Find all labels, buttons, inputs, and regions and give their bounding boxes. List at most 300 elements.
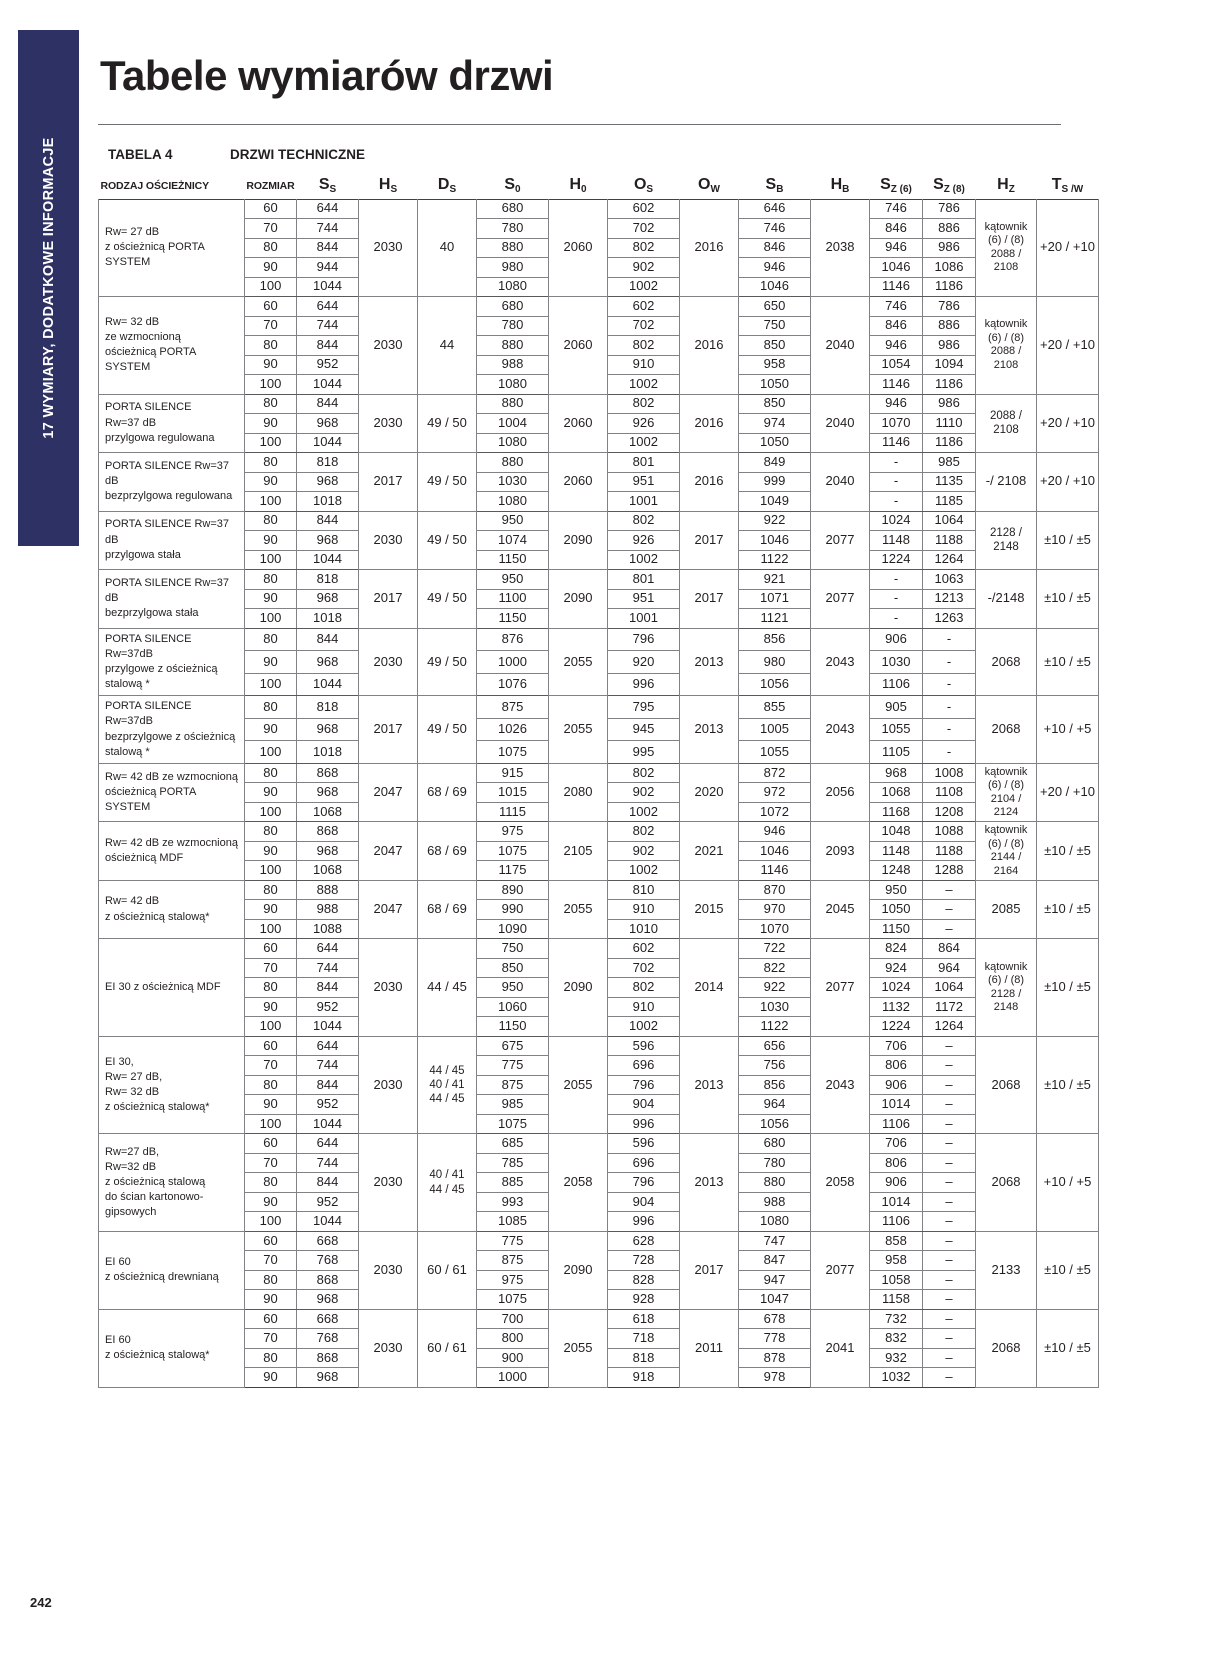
cell-Sz6: 1106 xyxy=(870,673,923,696)
cell-S0: 1074 xyxy=(477,531,549,551)
cell-size: 70 xyxy=(245,219,297,239)
cell-Sb: 1050 xyxy=(739,375,811,395)
cell-Sb: 1070 xyxy=(739,919,811,939)
cell-S0: 1090 xyxy=(477,919,549,939)
cell-Ss: 968 xyxy=(297,1368,359,1388)
cell-Sz6: 1224 xyxy=(870,550,923,570)
cell-Tsw: ±10 / ±5 xyxy=(1037,628,1099,696)
cell-Hb: 2077 xyxy=(811,1231,870,1309)
cell-Ss: 644 xyxy=(297,1036,359,1056)
cell-S0: 875 xyxy=(477,1075,549,1095)
cell-Os: 796 xyxy=(608,1075,680,1095)
col-header-Ss: $S_S$ xyxy=(318,175,337,195)
cell-Sz6: 1106 xyxy=(870,1212,923,1232)
cell-Sz6: 950 xyxy=(870,880,923,900)
cell-Sb: 946 xyxy=(739,258,811,278)
cell-Sz6: 746 xyxy=(870,297,923,317)
cell-Hz: 2085 xyxy=(976,880,1037,939)
cell-Ds: 60 / 61 xyxy=(418,1231,477,1309)
cell-Sb: 847 xyxy=(739,1251,811,1271)
cell-Ss: 844 xyxy=(297,394,359,414)
cell-Ss: 668 xyxy=(297,1231,359,1251)
cell-size: 100 xyxy=(245,861,297,881)
cell-Ss: 968 xyxy=(297,718,359,741)
table-row xyxy=(99,822,1099,842)
cell-Hb: 2038 xyxy=(811,199,870,297)
cell-Hz: -/ 2108 xyxy=(976,453,1037,512)
cell-Ds: 49 / 50 xyxy=(418,453,477,512)
cell-Ss: 868 xyxy=(297,763,359,783)
cell-S0: 780 xyxy=(477,219,549,239)
cell-Hs: 2030 xyxy=(359,1231,418,1309)
cell-Os: 926 xyxy=(608,414,680,434)
cell-Sz8: 1208 xyxy=(923,802,976,822)
frame-type-cell: EI 30, Rw= 27 dB, Rw= 32 dB z ościeżnicą stalową* xyxy=(99,1036,245,1134)
cell-Os: 904 xyxy=(608,1192,680,1212)
cell-Sz8: 1263 xyxy=(923,609,976,629)
cell-S0: 880 xyxy=(477,336,549,356)
cell-S0: 1115 xyxy=(477,802,549,822)
cell-Hs: 2047 xyxy=(359,763,418,822)
cell-Sz6: 1146 xyxy=(870,433,923,453)
cell-Sb: 880 xyxy=(739,1173,811,1193)
cell-Sb: 1146 xyxy=(739,861,811,881)
cell-S0: 680 xyxy=(477,199,549,219)
cell-size: 60 xyxy=(245,1231,297,1251)
col-header-Ow: $O_W$ xyxy=(698,175,720,195)
cell-Sz6: - xyxy=(870,589,923,609)
cell-H0: 2090 xyxy=(549,1231,608,1309)
cell-Ss: 844 xyxy=(297,1075,359,1095)
cell-Os: 996 xyxy=(608,673,680,696)
cell-Ss: 744 xyxy=(297,219,359,239)
cell-Hs: 2047 xyxy=(359,822,418,881)
cell-Sz8: - xyxy=(923,651,976,674)
cell-Sb: 1049 xyxy=(739,492,811,512)
cell-Sb: 680 xyxy=(739,1134,811,1154)
cell-Sb: 999 xyxy=(739,472,811,492)
cell-Ds: 49 / 50 xyxy=(418,511,477,570)
cell-Sz6: 824 xyxy=(870,939,923,959)
cell-Hs: 2017 xyxy=(359,696,418,764)
cell-Sz8: 886 xyxy=(923,316,976,336)
cell-Hz: 2068 xyxy=(976,1134,1037,1232)
cell-size: 70 xyxy=(245,1329,297,1349)
cell-size: 100 xyxy=(245,673,297,696)
cell-size: 100 xyxy=(245,741,297,764)
cell-S0: 850 xyxy=(477,958,549,978)
cell-Sz6: - xyxy=(870,453,923,473)
cell-Sz8: 1213 xyxy=(923,589,976,609)
cell-Os: 926 xyxy=(608,531,680,551)
cell-Sz6: 1148 xyxy=(870,531,923,551)
cell-size: 80 xyxy=(245,822,297,842)
cell-Hz: 2128 / 2148 xyxy=(976,511,1037,570)
cell-Hz: 2133 xyxy=(976,1231,1037,1309)
cell-S0: 1015 xyxy=(477,783,549,803)
cell-Os: 801 xyxy=(608,453,680,473)
cell-Sz6: 746 xyxy=(870,199,923,219)
cell-Tsw: +10 / +5 xyxy=(1037,696,1099,764)
cell-Sz6: 1048 xyxy=(870,822,923,842)
cell-Sz8: 1188 xyxy=(923,531,976,551)
cell-Sz6: 846 xyxy=(870,316,923,336)
cell-H0: 2060 xyxy=(549,453,608,512)
cell-Sz8: 1186 xyxy=(923,375,976,395)
cell-Sb: 1047 xyxy=(739,1290,811,1310)
cell-S0: 1100 xyxy=(477,589,549,609)
cell-Os: 702 xyxy=(608,219,680,239)
cell-S0: 775 xyxy=(477,1231,549,1251)
cell-S0: 750 xyxy=(477,939,549,959)
cell-Sz6: 958 xyxy=(870,1251,923,1271)
cell-Os: 1002 xyxy=(608,277,680,297)
cell-Sz6: 946 xyxy=(870,238,923,258)
cell-Os: 910 xyxy=(608,997,680,1017)
cell-Ss: 844 xyxy=(297,336,359,356)
cell-Sz8: 1063 xyxy=(923,570,976,590)
cell-Ss: 968 xyxy=(297,783,359,803)
cell-S0: 980 xyxy=(477,258,549,278)
frame-type-cell: PORTA SILENCE Rw=37dB przylgowe z ościeżnicą stalową * xyxy=(99,628,245,696)
cell-Ss: 888 xyxy=(297,880,359,900)
cell-size: 90 xyxy=(245,718,297,741)
cell-Os: 902 xyxy=(608,841,680,861)
cell-Sz6: 1158 xyxy=(870,1290,923,1310)
cell-S0: 1026 xyxy=(477,718,549,741)
cell-Sb: 656 xyxy=(739,1036,811,1056)
cell-Tsw: ±10 / ±5 xyxy=(1037,822,1099,881)
cell-H0: 2060 xyxy=(549,394,608,453)
cell-S0: 1075 xyxy=(477,1290,549,1310)
cell-Ss: 1044 xyxy=(297,550,359,570)
cell-size: 100 xyxy=(245,550,297,570)
frame-type-cell: EI 60 z ościeżnicą stalową* xyxy=(99,1309,245,1387)
cell-Os: 904 xyxy=(608,1095,680,1115)
cell-Ss: 1068 xyxy=(297,802,359,822)
cell-Ss: 644 xyxy=(297,939,359,959)
cell-Os: 602 xyxy=(608,939,680,959)
cell-Ss: 1018 xyxy=(297,609,359,629)
cell-S0: 990 xyxy=(477,900,549,920)
cell-Sz8: 1108 xyxy=(923,783,976,803)
cell-Hs: 2030 xyxy=(359,1309,418,1387)
cell-Os: 802 xyxy=(608,763,680,783)
cell-Sz6: 1105 xyxy=(870,741,923,764)
cell-S0: 1080 xyxy=(477,277,549,297)
cell-H0: 2055 xyxy=(549,1036,608,1134)
cell-S0: 1080 xyxy=(477,433,549,453)
frame-type-cell: Rw=27 dB, Rw=32 dB z ościeżnicą stalową do ścian kartonowo- gipsowych xyxy=(99,1134,245,1232)
frame-type-cell: Rw= 27 dB z ościeżnicą PORTA SYSTEM xyxy=(99,199,245,297)
table-row xyxy=(99,1231,1099,1251)
cell-size: 80 xyxy=(245,570,297,590)
cell-Sz8: 1186 xyxy=(923,277,976,297)
cell-Sz6: 906 xyxy=(870,1075,923,1095)
cell-Sz8: 886 xyxy=(923,219,976,239)
cell-size: 60 xyxy=(245,1309,297,1329)
cell-Os: 951 xyxy=(608,472,680,492)
cell-size: 100 xyxy=(245,433,297,453)
cell-S0: 890 xyxy=(477,880,549,900)
cell-Sz8: 1086 xyxy=(923,258,976,278)
cell-S0: 880 xyxy=(477,394,549,414)
cell-Sb: 856 xyxy=(739,1075,811,1095)
table-row xyxy=(99,1036,1099,1056)
cell-Ow: 2016 xyxy=(680,199,739,297)
col-header-Hz: $H_Z$ xyxy=(997,175,1015,195)
cell-size: 90 xyxy=(245,472,297,492)
cell-Sb: 1121 xyxy=(739,609,811,629)
cell-Sb: 872 xyxy=(739,763,811,783)
cell-size: 90 xyxy=(245,841,297,861)
cell-Sz6: 806 xyxy=(870,1056,923,1076)
cell-Sz6: 706 xyxy=(870,1036,923,1056)
cell-S0: 780 xyxy=(477,316,549,336)
cell-size: 80 xyxy=(245,978,297,998)
cell-Sb: 1046 xyxy=(739,531,811,551)
cell-Sz8: 1064 xyxy=(923,978,976,998)
table-row xyxy=(99,199,1099,219)
cell-Ss: 1044 xyxy=(297,1017,359,1037)
cell-Ss: 868 xyxy=(297,822,359,842)
cell-Sb: 849 xyxy=(739,453,811,473)
cell-Ss: 844 xyxy=(297,511,359,531)
cell-Os: 602 xyxy=(608,199,680,219)
cell-S0: 950 xyxy=(477,570,549,590)
cell-Sz8: 985 xyxy=(923,453,976,473)
cell-Ss: 818 xyxy=(297,453,359,473)
table-name: DRZWI TECHNICZNE xyxy=(230,147,365,162)
cell-Sb: 650 xyxy=(739,297,811,317)
col-header-Sz8: $S_{Z (8)}$ xyxy=(933,175,965,195)
cell-Sz6: 732 xyxy=(870,1309,923,1329)
cell-Sz6: 1014 xyxy=(870,1095,923,1115)
cell-Sb: 780 xyxy=(739,1153,811,1173)
cell-Hb: 2041 xyxy=(811,1309,870,1387)
cell-Os: 696 xyxy=(608,1153,680,1173)
cell-Hb: 2077 xyxy=(811,939,870,1037)
table-row xyxy=(99,1134,1099,1154)
cell-S0: 700 xyxy=(477,1309,549,1329)
cell-Ss: 768 xyxy=(297,1329,359,1349)
col-header-size: ROZMIAR xyxy=(246,179,295,192)
cell-Ss: 844 xyxy=(297,238,359,258)
cell-Ss: 744 xyxy=(297,1056,359,1076)
cell-H0: 2060 xyxy=(549,297,608,395)
cell-S0: 1080 xyxy=(477,375,549,395)
cell-H0: 2055 xyxy=(549,628,608,696)
cell-Ss: 844 xyxy=(297,1173,359,1193)
cell-Tsw: ±10 / ±5 xyxy=(1037,511,1099,570)
cell-Sb: 1050 xyxy=(739,433,811,453)
cell-Sb: 1046 xyxy=(739,841,811,861)
cell-Hb: 2040 xyxy=(811,453,870,512)
cell-Hb: 2043 xyxy=(811,696,870,764)
cell-Sb: 947 xyxy=(739,1270,811,1290)
cell-Ow: 2015 xyxy=(680,880,739,939)
cell-size: 90 xyxy=(245,589,297,609)
cell-S0: 875 xyxy=(477,696,549,719)
frame-type-cell: PORTA SILENCE Rw=37 dB przylgowa regulowana xyxy=(99,394,245,453)
cell-Hs: 2030 xyxy=(359,939,418,1037)
cell-H0: 2058 xyxy=(549,1134,608,1232)
cell-Ss: 668 xyxy=(297,1309,359,1329)
cell-Sz6: 1014 xyxy=(870,1192,923,1212)
cell-Sb: 1072 xyxy=(739,802,811,822)
cell-Sb: 870 xyxy=(739,880,811,900)
cell-Hz: -/2148 xyxy=(976,570,1037,629)
cell-Ss: 868 xyxy=(297,1270,359,1290)
cell-Sz6: 1106 xyxy=(870,1114,923,1134)
cell-Ds: 68 / 69 xyxy=(418,822,477,881)
cell-Sz6: 1132 xyxy=(870,997,923,1017)
col-header-Tsw: $T_{S /W}$ xyxy=(1051,175,1084,195)
cell-Tsw: +20 / +10 xyxy=(1037,297,1099,395)
cell-Sz6: 1168 xyxy=(870,802,923,822)
cell-Sz6: - xyxy=(870,609,923,629)
cell-Ds: 68 / 69 xyxy=(418,880,477,939)
cell-Ss: 952 xyxy=(297,1095,359,1115)
cell-Sz6: 1146 xyxy=(870,277,923,297)
cell-Sb: 1122 xyxy=(739,1017,811,1037)
cell-Hz: 2068 xyxy=(976,1309,1037,1387)
cell-Sb: 878 xyxy=(739,1348,811,1368)
cell-size: 90 xyxy=(245,783,297,803)
cell-Sz6: 1054 xyxy=(870,355,923,375)
table-row xyxy=(99,1309,1099,1329)
table-number: TABELA 4 xyxy=(108,147,173,162)
cell-Ow: 2017 xyxy=(680,570,739,629)
title-divider xyxy=(98,124,1061,125)
cell-Hb: 2056 xyxy=(811,763,870,822)
frame-type-cell: Rw= 42 dB z ościeżnicą stalową* xyxy=(99,880,245,939)
cell-S0: 1075 xyxy=(477,741,549,764)
cell-Hb: 2077 xyxy=(811,570,870,629)
cell-Sb: 855 xyxy=(739,696,811,719)
cell-Ss: 644 xyxy=(297,1134,359,1154)
cell-Sz8: 1135 xyxy=(923,472,976,492)
cell-Ds: 44 / 45 40 / 41 44 / 45 xyxy=(418,1036,477,1134)
cell-Sz8: 1185 xyxy=(923,492,976,512)
cell-Ow: 2014 xyxy=(680,939,739,1037)
cell-size: 80 xyxy=(245,336,297,356)
cell-size: 90 xyxy=(245,651,297,674)
cell-Os: 801 xyxy=(608,570,680,590)
cell-Sz6: 1030 xyxy=(870,651,923,674)
cell-Ss: 1044 xyxy=(297,1114,359,1134)
cell-Hs: 2030 xyxy=(359,297,418,395)
cell-size: 80 xyxy=(245,1075,297,1095)
cell-H0: 2080 xyxy=(549,763,608,822)
cell-size: 60 xyxy=(245,199,297,219)
cell-Hs: 2017 xyxy=(359,570,418,629)
cell-size: 90 xyxy=(245,414,297,434)
section-tab xyxy=(18,30,79,546)
cell-Sb: 978 xyxy=(739,1368,811,1388)
door-dimensions-table xyxy=(98,169,1099,1388)
table-header-row xyxy=(99,169,1099,199)
cell-Hz: kątownik (6) / (8) 2088 / 2108 xyxy=(976,199,1037,297)
cell-Sb: 850 xyxy=(739,336,811,356)
cell-Os: 996 xyxy=(608,1114,680,1134)
cell-Sz8: 1264 xyxy=(923,550,976,570)
cell-Tsw: ±10 / ±5 xyxy=(1037,880,1099,939)
cell-Hs: 2030 xyxy=(359,394,418,453)
cell-Tsw: ±10 / ±5 xyxy=(1037,1309,1099,1387)
col-header-Os: $O_S$ xyxy=(633,175,654,195)
cell-size: 80 xyxy=(245,763,297,783)
cell-Sz8: 1064 xyxy=(923,511,976,531)
cell-Sb: 1030 xyxy=(739,997,811,1017)
table-row xyxy=(99,628,1099,651)
cell-Ow: 2017 xyxy=(680,511,739,570)
cell-S0: 1150 xyxy=(477,1017,549,1037)
cell-Ds: 40 / 41 44 / 45 xyxy=(418,1134,477,1232)
cell-Sb: 980 xyxy=(739,651,811,674)
cell-size: 90 xyxy=(245,1290,297,1310)
cell-Ss: 744 xyxy=(297,1153,359,1173)
cell-Ow: 2011 xyxy=(680,1309,739,1387)
cell-Ss: 644 xyxy=(297,199,359,219)
cell-Sb: 1080 xyxy=(739,1212,811,1232)
cell-Ow: 2013 xyxy=(680,628,739,696)
cell-Sz6: 1024 xyxy=(870,978,923,998)
cell-Tsw: +20 / +10 xyxy=(1037,763,1099,822)
cell-S0: 1150 xyxy=(477,609,549,629)
table-row xyxy=(99,394,1099,414)
table-body xyxy=(99,199,1099,1387)
cell-Ss: 844 xyxy=(297,978,359,998)
table-row xyxy=(99,453,1099,473)
cell-Tsw: ±10 / ±5 xyxy=(1037,1036,1099,1134)
cell-S0: 785 xyxy=(477,1153,549,1173)
cell-Ds: 49 / 50 xyxy=(418,570,477,629)
cell-Sb: 1055 xyxy=(739,741,811,764)
cell-Os: 802 xyxy=(608,822,680,842)
cell-size: 100 xyxy=(245,1114,297,1134)
cell-Os: 828 xyxy=(608,1270,680,1290)
cell-Sz6: 1146 xyxy=(870,375,923,395)
cell-Sz6: 1068 xyxy=(870,783,923,803)
col-header-kind: RODZAJ OŚCIEŻNICY xyxy=(100,179,210,192)
cell-Sb: 922 xyxy=(739,511,811,531)
cell-Ss: 844 xyxy=(297,628,359,651)
cell-Ds: 44 xyxy=(418,297,477,395)
cell-size: 80 xyxy=(245,511,297,531)
cell-size: 80 xyxy=(245,1270,297,1290)
cell-Tsw: +20 / +10 xyxy=(1037,453,1099,512)
cell-H0: 2105 xyxy=(549,822,608,881)
cell-H0: 2090 xyxy=(549,939,608,1037)
cell-Sz8: – xyxy=(923,1329,976,1349)
cell-Os: 818 xyxy=(608,1348,680,1368)
cell-S0: 1060 xyxy=(477,997,549,1017)
cell-Sb: 922 xyxy=(739,978,811,998)
cell-Os: 728 xyxy=(608,1251,680,1271)
cell-Hz: kątownik (6) / (8) 2104 / 2124 xyxy=(976,763,1037,822)
col-header-Sb: $S_B$ xyxy=(765,175,784,195)
col-header-Ds: $D_S$ xyxy=(437,175,457,195)
cell-Sz6: 932 xyxy=(870,1348,923,1368)
cell-Ow: 2021 xyxy=(680,822,739,881)
cell-Sb: 1005 xyxy=(739,718,811,741)
cell-size: 80 xyxy=(245,880,297,900)
cell-S0: 950 xyxy=(477,511,549,531)
cell-size: 80 xyxy=(245,453,297,473)
cell-Ss: 818 xyxy=(297,696,359,719)
cell-S0: 885 xyxy=(477,1173,549,1193)
